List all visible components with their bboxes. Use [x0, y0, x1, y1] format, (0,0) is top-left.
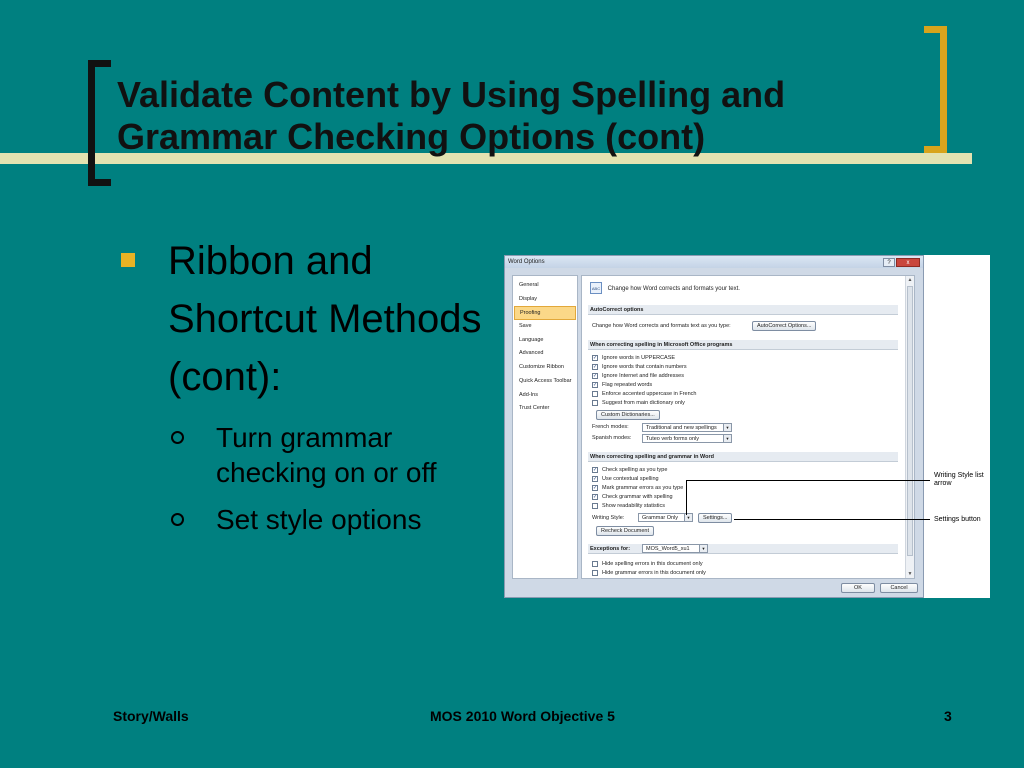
option-readability[interactable]: Show readability statistics [592, 502, 665, 511]
checkbox[interactable] [592, 400, 598, 406]
checkbox[interactable]: ✓ [593, 381, 598, 388]
option-hide-grammar[interactable]: Hide grammar errors in this document only [592, 569, 706, 578]
option-enforce-accented[interactable]: Enforce accented uppercase in French [592, 390, 696, 399]
chevron-down-icon[interactable]: ▼ [699, 545, 707, 552]
section-word-spelling: When correcting spelling and grammar in Word [588, 452, 898, 462]
writing-style-label: Writing Style: [592, 515, 625, 521]
spanish-modes-label: Spanish modes: [592, 435, 632, 441]
screenshot-image [504, 255, 990, 598]
scroll-down-icon[interactable]: ▼ [907, 571, 913, 577]
nav-item-language[interactable]: Language [519, 336, 544, 343]
footer-course: MOS 2010 Word Objective 5 [430, 708, 615, 724]
callout-line-horizontal [686, 480, 930, 481]
bullet-list [118, 232, 498, 537]
writing-style-select[interactable]: Grammar Only ▼ [638, 513, 693, 522]
callout-line-settings [734, 519, 930, 520]
options-nav [512, 275, 578, 579]
cancel-button[interactable]: Cancel [880, 583, 918, 593]
nav-item-trust-center[interactable]: Trust Center [519, 405, 550, 412]
dialog-title: Word Options [508, 259, 545, 265]
option-check-spelling[interactable]: ✓ Check spelling as you type [593, 466, 668, 473]
option-ignore-uppercase[interactable]: ✓ Ignore words in UPPERCASE [593, 354, 676, 361]
scroll-up-icon[interactable]: ▲ [907, 277, 913, 283]
checkbox[interactable] [592, 561, 598, 567]
word-options-dialog [504, 255, 924, 598]
checkbox[interactable]: ✓ [593, 372, 598, 379]
dialog-titlebar [505, 256, 923, 268]
section-office-spelling: When correcting spelling in Microsoft Office programs [588, 340, 898, 350]
left-bracket [88, 60, 111, 186]
nav-item-add-ins[interactable]: Add-Ins [519, 391, 538, 398]
checkbox[interactable]: ✓ [593, 493, 598, 500]
autocorrect-label: Change how Word corrects and formats text as you type: [592, 323, 731, 329]
autocorrect-options-button[interactable]: AutoCorrect Options... [752, 321, 816, 331]
option-check-grammar[interactable]: ✓ Check grammar with spelling [593, 493, 673, 500]
custom-dictionaries-button[interactable]: Custom Dictionaries... [596, 410, 660, 420]
checkbox[interactable]: ✓ [593, 475, 598, 482]
option-ignore-internet[interactable]: ✓ Ignore Internet and file addresses [593, 372, 684, 379]
circle-bullet-icon [171, 431, 184, 444]
chevron-down-icon[interactable]: ▼ [684, 514, 692, 521]
callout-line-vertical [686, 480, 687, 515]
nav-item-quick-access-toolbar[interactable]: Quick Access Toolbar [519, 377, 572, 384]
french-modes-select[interactable]: Traditional and new spellings ▼ [642, 423, 732, 432]
section-autocorrect: AutoCorrect options [588, 305, 898, 315]
circle-bullet-icon [171, 513, 184, 526]
settings-button[interactable]: Settings... [698, 513, 732, 523]
main-bullet [118, 232, 498, 406]
nav-item-general[interactable]: General [519, 282, 539, 288]
spanish-modes-select[interactable]: Tuteo verb forms only ▼ [642, 434, 732, 443]
nav-item-save[interactable]: Save [519, 323, 532, 330]
option-mark-grammar[interactable]: ✓ Mark grammar errors as you type [593, 484, 684, 491]
help-button[interactable]: ? [883, 258, 895, 267]
scroll-thumb[interactable] [907, 286, 913, 556]
option-contextual-spelling[interactable]: ✓ Use contextual spelling [593, 475, 659, 482]
exceptions-label: Exceptions for: [590, 546, 631, 552]
option-flag-repeated[interactable]: ✓ Flag repeated words [593, 381, 653, 388]
close-button[interactable]: x [896, 258, 920, 267]
nav-item-advanced[interactable]: Advanced [519, 350, 544, 357]
pane-header-text: Change how Word corrects and formats your text. [607, 286, 740, 292]
option-main-dictionary[interactable]: Suggest from main dictionary only [592, 399, 685, 408]
chevron-down-icon[interactable]: ▼ [723, 435, 731, 442]
nav-item-display[interactable]: Display [519, 295, 538, 302]
recheck-document-button[interactable]: Recheck Document [596, 526, 654, 536]
nav-item-proofing[interactable]: Proofing [514, 306, 576, 320]
scrollbar[interactable] [905, 276, 914, 578]
sub-bullet [118, 420, 498, 490]
checkbox[interactable] [592, 503, 598, 509]
chevron-down-icon[interactable]: ▼ [723, 424, 731, 431]
main-bullet-text: Ribbon and Shortcut Methods (cont): [168, 239, 482, 399]
settings-button-label: Settings button [934, 516, 981, 523]
checkbox[interactable]: ✓ [593, 354, 598, 361]
square-bullet-icon [121, 253, 135, 267]
exceptions-select[interactable]: MOS_Word5_xu1 ▼ [642, 544, 708, 553]
french-modes-label: French modes: [592, 424, 629, 430]
right-bracket [924, 26, 947, 153]
section-exceptions [588, 544, 898, 554]
checkbox[interactable]: ✓ [593, 484, 598, 491]
checkbox[interactable]: ✓ [593, 466, 598, 473]
footer-author: Story/Walls [113, 708, 189, 724]
ok-button[interactable]: OK [841, 583, 875, 593]
sub-bullet-text: Turn grammar checking on or off [216, 422, 437, 488]
checkbox[interactable] [592, 391, 598, 397]
sub-bullet [118, 502, 498, 537]
slide-title: Validate Content by Using Spelling and Grammar Checking Options (cont) [117, 74, 786, 157]
pane-header [590, 282, 900, 296]
option-hide-spelling[interactable]: Hide spelling errors in this document only [592, 560, 703, 569]
proofing-pane [581, 275, 915, 579]
writing-style-arrow-label: Writing Style list arrow [934, 472, 984, 487]
checkbox[interactable]: ✓ [593, 363, 598, 370]
page-number: 3 [944, 708, 952, 724]
option-ignore-numbers[interactable]: ✓ Ignore words that contain numbers [593, 363, 687, 370]
sub-bullet-text: Set style options [216, 504, 422, 535]
nav-item-customize-ribbon[interactable]: Customize Ribbon [519, 364, 564, 371]
abc-check-icon: ABC [590, 282, 602, 294]
checkbox[interactable] [592, 570, 598, 576]
